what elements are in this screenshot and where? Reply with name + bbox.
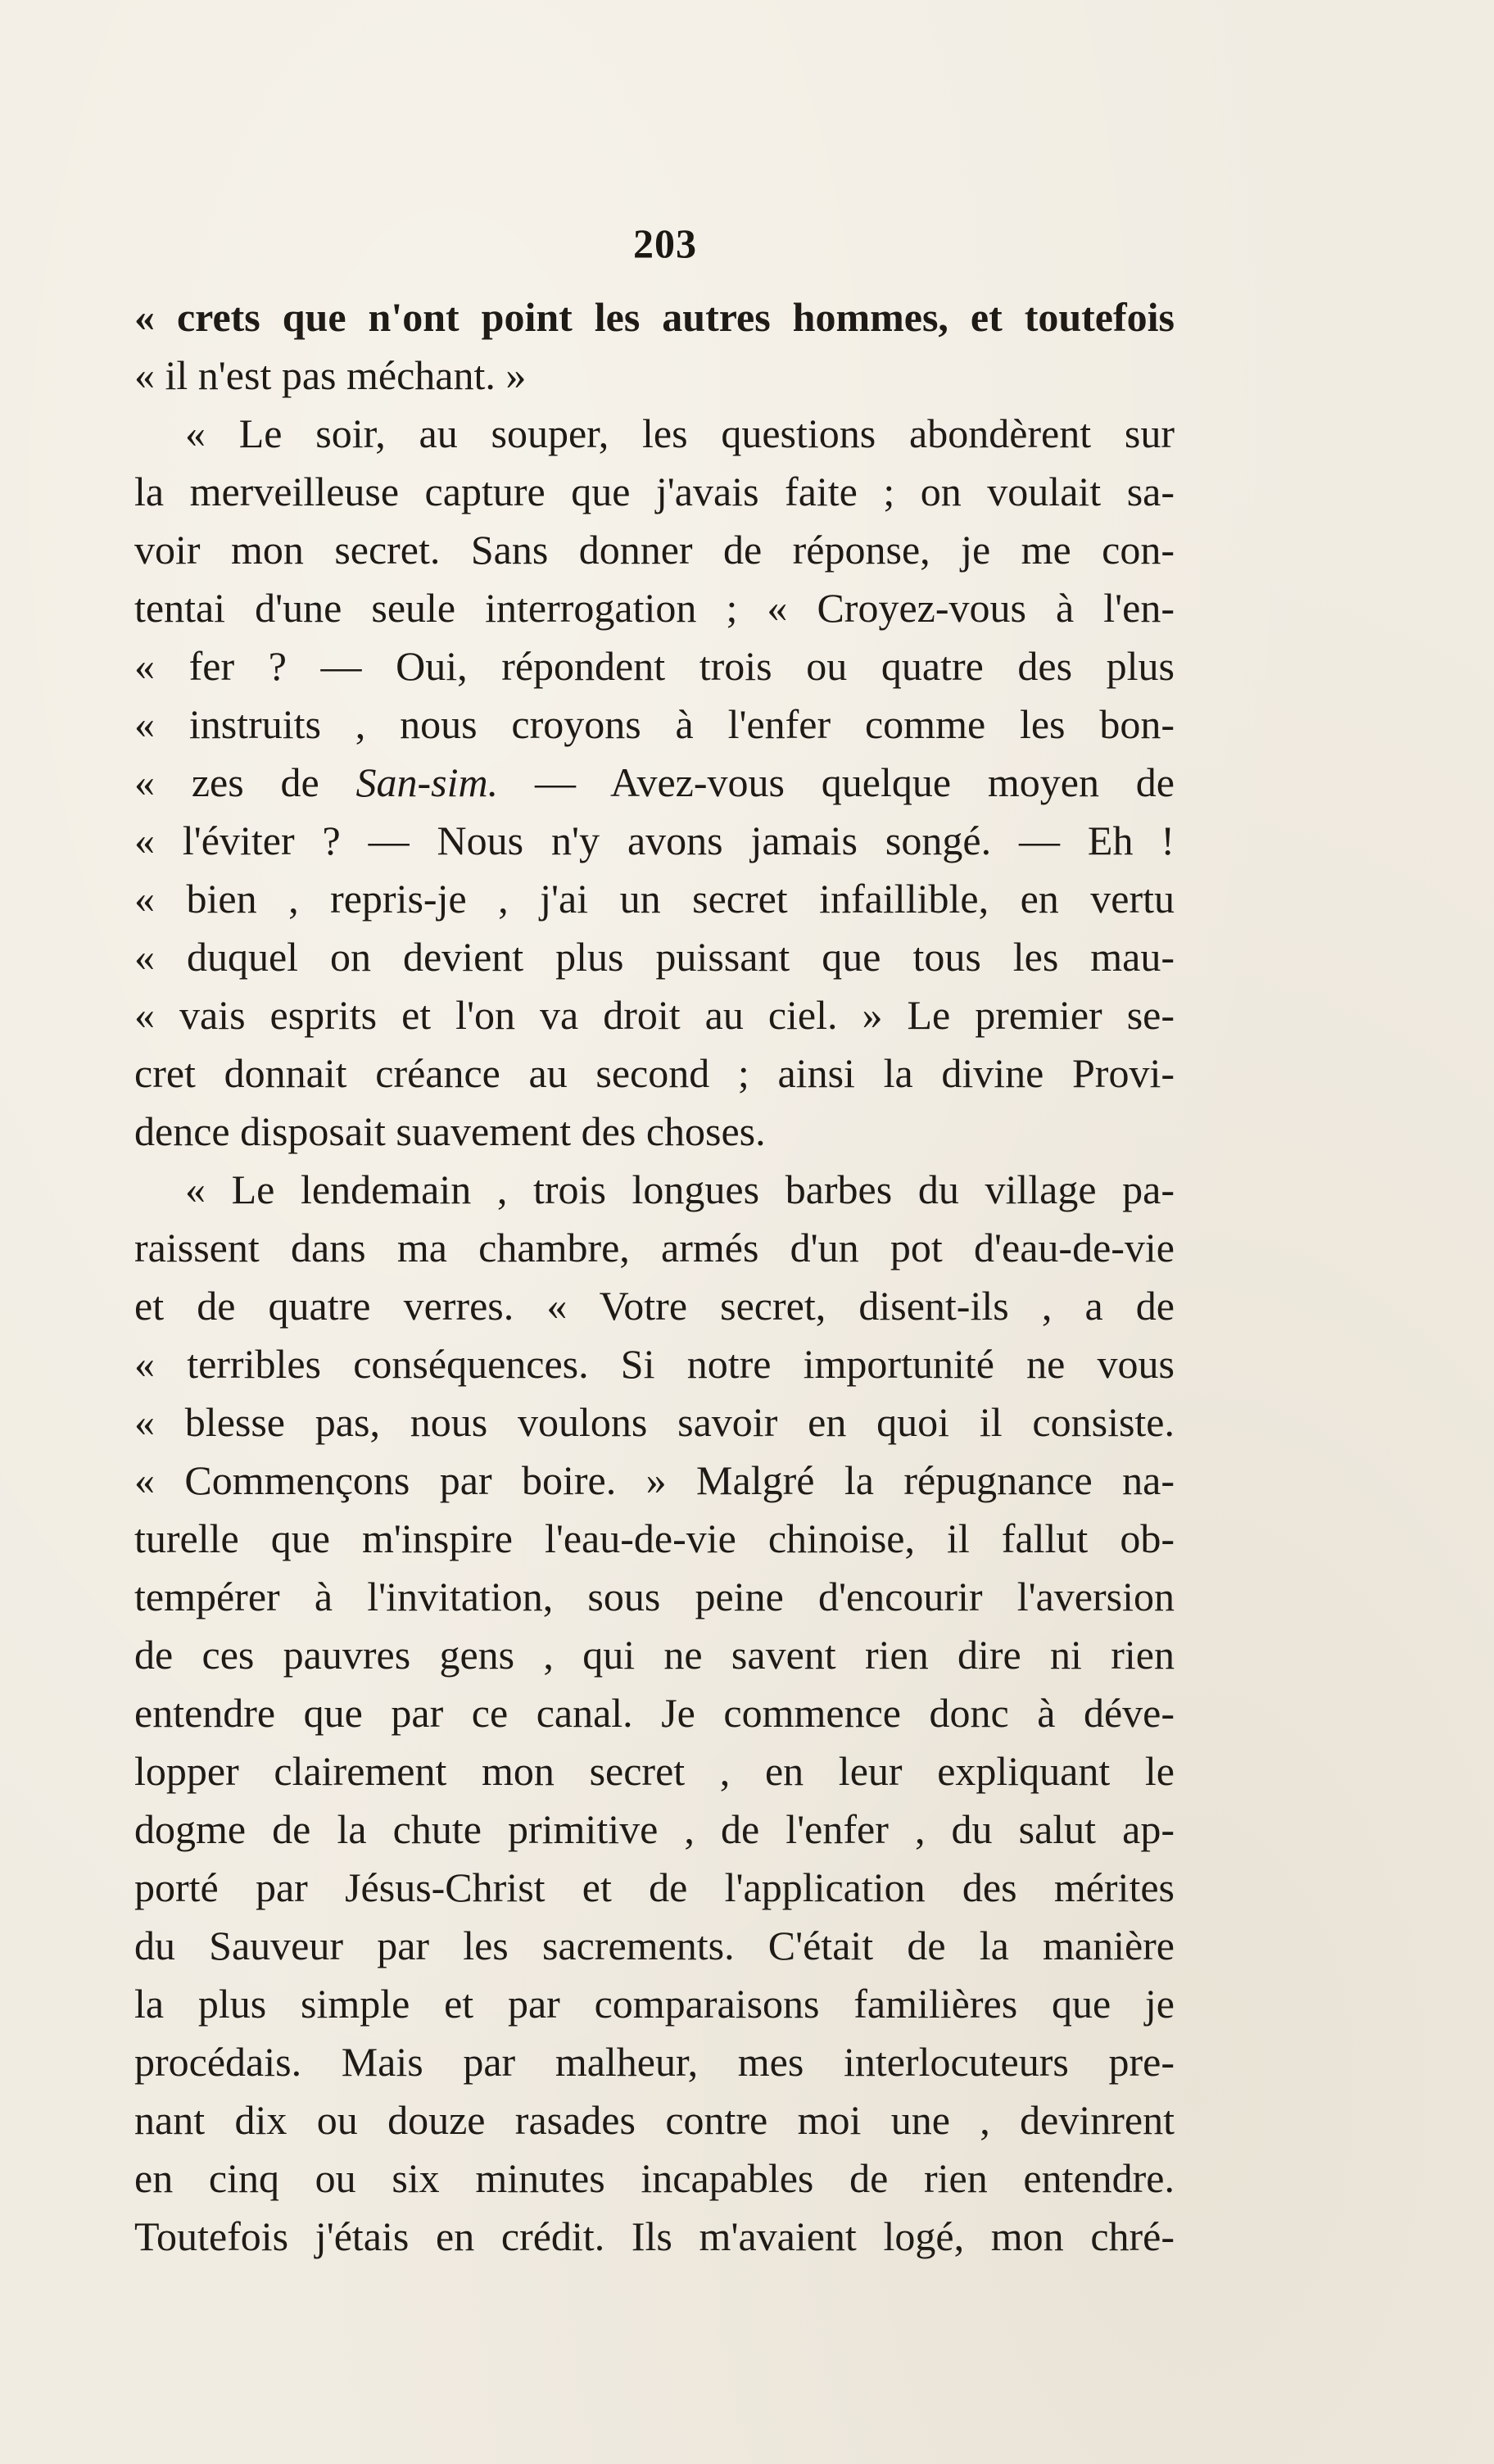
text-line: tentai d'une seule interrogation ; « Croyez-vous à l'en- [134, 585, 1175, 631]
text-line: et de quatre verres. « Votre secret, disent-ils , a de [134, 1283, 1175, 1329]
text-line: « instruits , nous croyons à l'enfer comme les bon- [134, 701, 1175, 747]
text-line: du Sauveur par les sacrements. C'était de la manière [134, 1923, 1175, 1968]
text-line: la plus simple et par comparaisons familières que je [134, 1981, 1175, 2027]
text-line: « vais esprits et l'on va droit au ciel. » Le premier se- [134, 992, 1175, 1038]
text-line: cret donnait créance au second ; ainsi la divine Provi- [134, 1050, 1175, 1096]
text-segment: « zes de [134, 759, 356, 805]
text-line: dence disposait suavement des choses. [134, 1108, 766, 1154]
body-text [134, 288, 1175, 2266]
text-line: raissent dans ma chambre, armés d'un pot d'eau-de-vie [134, 1225, 1175, 1270]
text-line: « blesse pas, nous voulons savoir en quoi il consiste. [134, 1399, 1175, 1445]
text-line: entendre que par ce canal. Je commence donc à déve- [134, 1690, 1175, 1736]
text-line: en cinq ou six minutes incapables de rien entendre. [134, 2155, 1175, 2201]
text-line: de ces pauvres gens , qui ne savent rien dire ni rien [134, 1632, 1175, 1678]
text-line: « duquel on devient plus puissant que tous les mau- [134, 934, 1175, 980]
text-line: « Le soir, au souper, les questions abondèrent sur [185, 410, 1175, 456]
text-line: la merveilleuse capture que j'avais faite ; on voulait sa- [134, 469, 1175, 514]
text-line: tempérer à l'invitation, sous peine d'encourir l'aversion [134, 1574, 1175, 1619]
text-line: « terribles conséquences. Si notre importunité ne vous [134, 1341, 1175, 1387]
text-line [134, 754, 1175, 812]
text-line: procédais. Mais par malheur, mes interlocuteurs pre- [134, 2039, 1175, 2085]
text-line: Toutefois j'étais en crédit. Ils m'avaient logé, mon chré- [134, 2213, 1175, 2259]
text-line: porté par Jésus-Christ et de l'application des mérites [134, 1864, 1175, 1910]
text-line: « crets que n'ont point les autres hommes, et toutefois [134, 294, 1175, 340]
text-line: « Commençons par boire. » Malgré la répugnance na- [134, 1457, 1175, 1503]
text-line: « l'éviter ? — Nous n'y avons jamais songé. — Eh ! [134, 818, 1175, 863]
text-line: « fer ? — Oui, répondent trois ou quatre des plus [134, 643, 1175, 689]
text-line: dogme de la chute primitive , de l'enfer , du salut ap- [134, 1806, 1175, 1852]
text-line: « bien , repris-je , j'ai un secret infaillible, en vertu [134, 876, 1175, 922]
text-segment: — Avez-vous quelque moyen de [498, 759, 1175, 805]
page-number: 203 [633, 220, 697, 266]
text-line: « Le lendemain , trois longues barbes du village pa- [185, 1166, 1175, 1212]
text-line: nant dix ou douze rasades contre moi une , devinrent [134, 2097, 1175, 2143]
italic-term: San-sim. [355, 759, 499, 805]
text-line: turelle que m'inspire l'eau-de-vie chinoise, il fallut ob- [134, 1515, 1175, 1561]
text-line: voir mon secret. Sans donner de réponse, je me con- [134, 527, 1175, 573]
text-line: lopper clairement mon secret , en leur expliquant le [134, 1748, 1175, 1794]
text-line: « il n'est pas méchant. » [134, 352, 527, 398]
